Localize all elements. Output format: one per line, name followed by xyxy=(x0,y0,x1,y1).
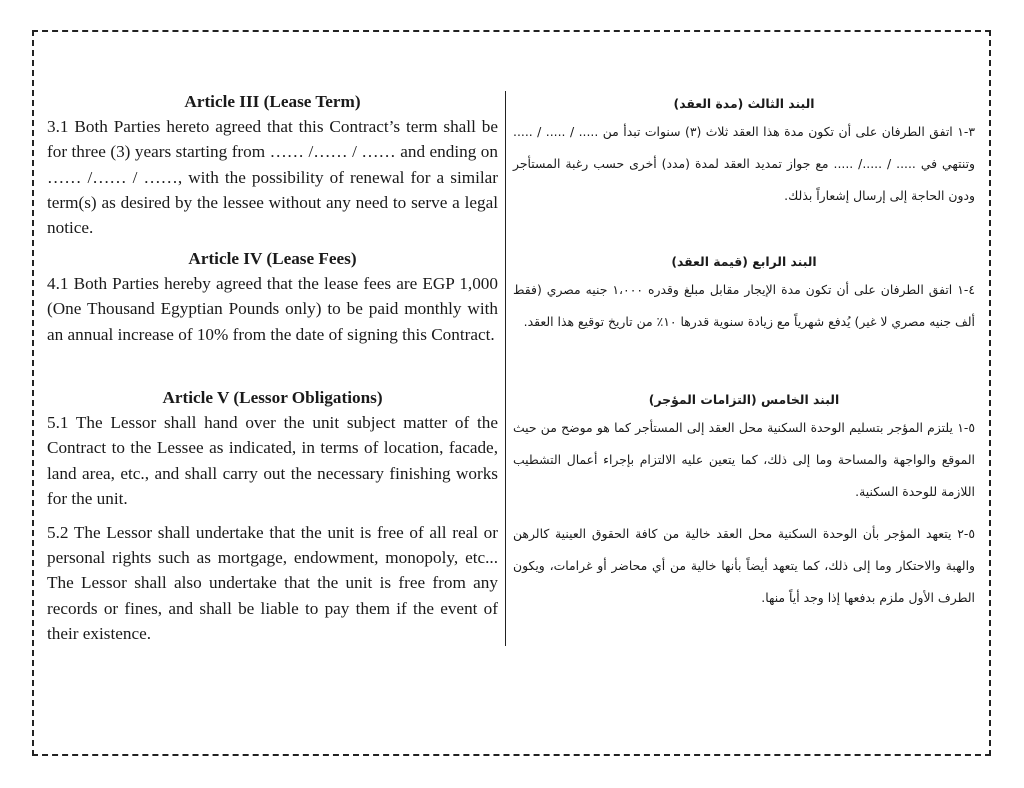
article-4-ar xyxy=(513,250,975,338)
article-3-heading-en: Article III (Lease Term) xyxy=(184,92,361,111)
article-3-heading-ar: البند الثالث (مدة العقد) xyxy=(673,96,815,111)
clause-3-1-ar: ٣-١ اتفق الطرفان على أن تكون مدة هذا العقد ثلاث (٣) سنوات تبدأ من ..... / ..... / ..... وتنتهي في ..... / ...../ ..... مع جواز تمديد العقد لمدة (مدد) أخرى حسب رغبة المستأجر ودون الحاجة إلى إرسال إشعاراً بذلك. xyxy=(513,124,975,203)
article-4-heading-en: Article IV (Lease Fees) xyxy=(188,249,357,268)
clause-5-2-block-ar xyxy=(513,518,975,614)
article-5-heading-en: Article V (Lessor Obligations) xyxy=(162,388,383,407)
clause-4-1-en: 4.1 Both Parties hereby agreed that the lease fees are EGP 1,000 (One Thousand Egyptian Pounds only) to be paid monthly with an annual increase of 10% from the date of signing this Contract. xyxy=(47,274,498,344)
article-4-heading-ar: البند الرابع (قيمة العقد) xyxy=(671,254,817,269)
article-5-ar xyxy=(513,388,975,508)
clause-4-1-ar: ٤-١ اتفق الطرفان على أن تكون مدة الإيجار مقابل مبلغ وقدره ١،٠٠٠ جنيه مصري (فقط ألف جنيه مصري لا غير) يُدفع شهرياً مع زيادة سنوية قدرها ١٠٪ من تاريخ توقيع هذا العقد. xyxy=(513,282,975,329)
article-4-en xyxy=(47,246,498,347)
column-divider xyxy=(505,91,506,646)
clause-5-1-en: 5.1 The Lessor shall hand over the unit subject matter of the Contract to the Lessee as indicated, in terms of location, facade, land area, etc., and shall carry out the necessary finishing works for the unit. xyxy=(47,413,498,508)
clause-5-1-ar: ٥-١ يلتزم المؤجر بتسليم الوحدة السكنية محل العقد إلى المستأجر كما هو موضح من حيث الموقع والواجهة والمساحة وما إلى ذلك، كما يتعين عليه الالتزام بإجراء أعمال التشطيب اللازمة للوحدة السكنية. xyxy=(513,420,975,499)
clause-5-2-block-en xyxy=(47,520,498,646)
article-5-en xyxy=(47,385,498,511)
article-5-heading-ar: البند الخامس (التزامات المؤجر) xyxy=(648,392,840,407)
clause-5-2-ar: ٥-٢ يتعهد المؤجر بأن الوحدة السكنية محل العقد خالية من كافة الحقوق العينية كالرهن والهبة والاحتكار وما إلى ذلك، كما يتعهد أيضاً بأنها خالية من أي محاضر أو غرامات، ويكون الطرف الأول ملزم بدفعها إذا وجد أياً منها. xyxy=(513,526,975,605)
clause-3-1-en: 3.1 Both Parties hereto agreed that this Contract’s term shall be for three (3) years starting from …… /…… / …… and ending on …… /…… / ……, with the possibility of renewal for a similar term(s) as desired by the lessee without any need to serve a legal notice. xyxy=(47,117,498,238)
clause-5-2-en: 5.2 The Lessor shall undertake that the unit is free of all real or personal rights such as mortgage, endowment, monopoly, etc... The Lessor shall also undertake that the unit is free from any records or fines, and shall be liable to pay them if the event of their existence. xyxy=(47,523,498,643)
article-3-en xyxy=(47,89,498,240)
article-3-ar xyxy=(513,92,975,212)
